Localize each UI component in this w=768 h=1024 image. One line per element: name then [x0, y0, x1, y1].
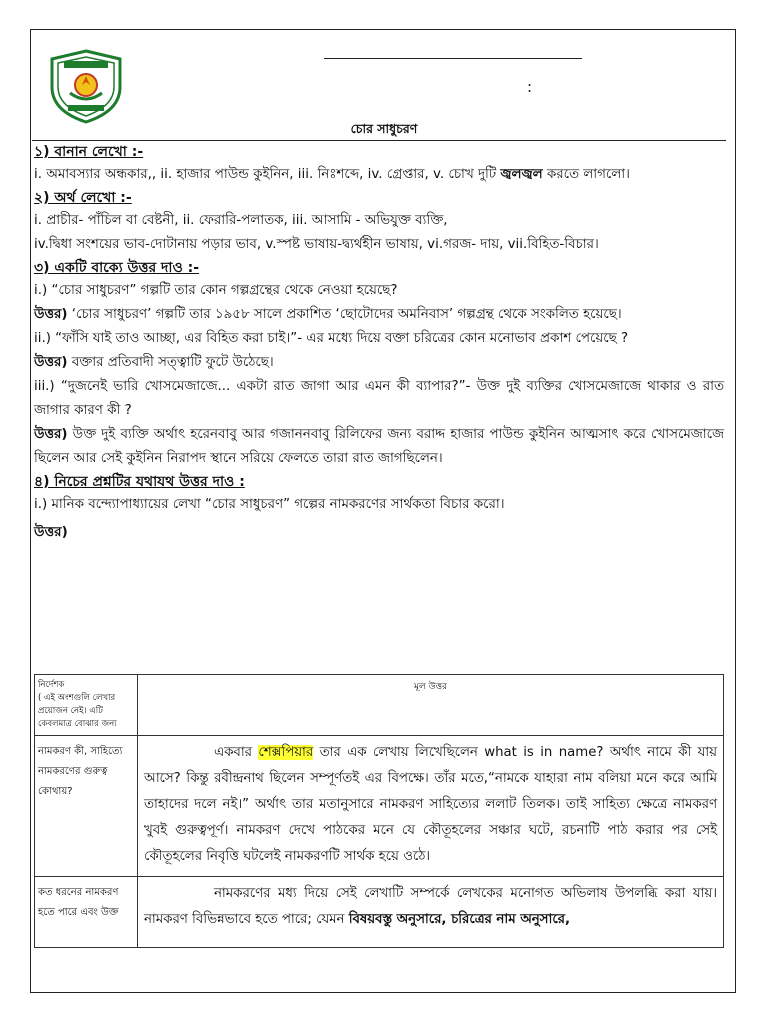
school-logo-icon	[46, 49, 126, 124]
name-underline	[324, 58, 582, 59]
header-colon: :	[527, 78, 533, 96]
section-2-heading: ২) অর্থ লেখো :-	[34, 190, 132, 206]
answer-table	[34, 674, 724, 948]
indicator-cell-2: কত ধরনের নামকরণ হতে পারে এবং উক্ত	[35, 877, 138, 948]
answer-3: উত্তর) উক্ত দুই ব্যক্তি অর্থাৎ হরেনবাবু আর গজাননবাবু রিলিফের জন্য বরাদ্দ হাজার পাউন্ড কুইনিন আত্মসাৎ করে খোসমেজাজে ছিলেন আর সেই কুইনিন নিরাপদ স্থানে সরিয়ে ফেলতে তারা রাত জাগছিলেন।	[34, 427, 724, 466]
answer-cell-2: নামকরণের মধ্য দিয়ে সেই লেখাটি সম্পর্কে লেখকের মনোগত অভিলাষ উপলব্ধি করা যায়। নামকরণ বিভিন্নভাবে হতে পারে; যেমন বিষয়বস্তু অনুসারে, চরিত্রের নাম অনুসারে,	[138, 877, 724, 948]
table-row	[35, 877, 724, 948]
question-1: i.) “চোর সাধুচরণ” গল্পটি তার কোন গল্পগ্রন্থের থেকে নেওয়া হয়েছে?	[34, 283, 398, 298]
main-content	[34, 140, 724, 543]
indicator-cell-1: নামকরণ কী, সাহিত্যে নামকরণের গুরুত্ব কোথায়?	[35, 736, 138, 877]
answer-1: উত্তর) ‘চোর সাধুচরণ’ গল্পটি তার ১৯৫৮ সালে প্রকাশিত ‘ছোটোদের অমনিবাস’ গল্পগ্রন্থ থেকে সংকলিত হয়েছে।	[34, 307, 622, 322]
table-header-row	[35, 675, 724, 736]
answer-2: উত্তর) বক্তার প্রতিবাদী সত্ত্বাটি ফুটে উঠেছে।	[34, 355, 274, 370]
section-4-question: i.) মানিক বন্দ্যোপাধ্যায়ের লেখা “চোর সাধুচরণ” গল্পের নামকরণের সার্থকতা বিচার করো।	[34, 497, 505, 512]
question-3: iii.) “দুজনেই ভারি খোসমেজাজে... একটা রাত জাগা আর এমন কী ব্যাপার?”- উক্ত দুই ব্যক্তির খোসমেজাজে থাকার ও রাত জাগার কারণ কী ?	[34, 379, 724, 418]
answer-cell-1: একবার শেক্সপিয়ার তার এক লেখায় লিখেছিলেন what is in name? অর্থাৎ নামে কী যায় আসে? কিন্তু রবীন্দ্রনাথ ছিলেন সম্পূর্ণতই এর বিপক্ষে। তাঁর মতে,“নামকে যাহারা নাম বলিয়া মনে করে আমি তাহাদের দলে নই।” অর্থাৎ তার মতানুসারে নামকরণ সাহিত্যের ললাট তিলক। তাই সাহিত্য ক্ষেত্রে নামকরণ খুবই গুরুত্বপূর্ণ। নামকরণ দেখে পাঠকের মনে যে কৌতূহলের সঞ্চার ঘটে, রচনাটি পাঠ করার পর সেই কৌতূহলের নিবৃত্তি ঘটলেই নামকরণটি সার্থক হয়ে ওঠে।	[138, 736, 724, 877]
document-title: চোর সাধুচরণ	[350, 121, 418, 136]
question-2: ii.) “ফাঁসি যাই তাও আচ্ছা, এর বিহিত করা চাই।”- এর মধ্যে দিয়ে বক্তা চরিত্রের কোন মনোভাব প্রকাশ পেয়েছে ?	[34, 331, 629, 346]
section-2-line-2: iv.দ্বিধা সংশয়ের ভাব-দোটানায় পড়ার ভাব, v.স্পষ্ট ভাষায়-দ্ব্যর্থহীন ভাষায়, vi.গরজ- দায়, vii.বিহিত-বিচার।	[34, 237, 599, 252]
highlighted-word: শেক্সপিয়ার	[258, 745, 314, 760]
main-answer-header-cell: মূল উত্তর	[138, 675, 724, 736]
section-3-heading: ৩) একটি বাক্যে উত্তর দাও :-	[34, 260, 200, 276]
section-1-text: i. অমাবস্যার অন্ধকার,, ii. হাজার পাউন্ড কুইনিন, iii. নিঃশব্দে, iv. গ্রেপ্তার, v. চোখ দুটি জ্বলজ্বল করতে লাগলো।	[34, 167, 630, 182]
section-1-heading: ১) বানান লেখো :-	[34, 144, 144, 160]
section-4-heading: ৪) নিচের প্রশ্নটির যথাযথ উত্তর দাও :	[34, 474, 245, 490]
section-4-answer-label: উত্তর)	[34, 524, 68, 540]
section-2-line-1: i. প্রাচীর- পাঁচিল বা বেষ্টনী, ii. ফেরারি-পলাতক, iii. আসামি - অভিযুক্ত ব্যক্তি,	[34, 213, 448, 228]
table-row	[35, 736, 724, 877]
indicator-header-cell: নির্দেশক ( এই অংশগুলি লেখার প্রয়োজন নেই। এটি কেবলমাত্র বোঝার জন্য	[35, 675, 138, 736]
